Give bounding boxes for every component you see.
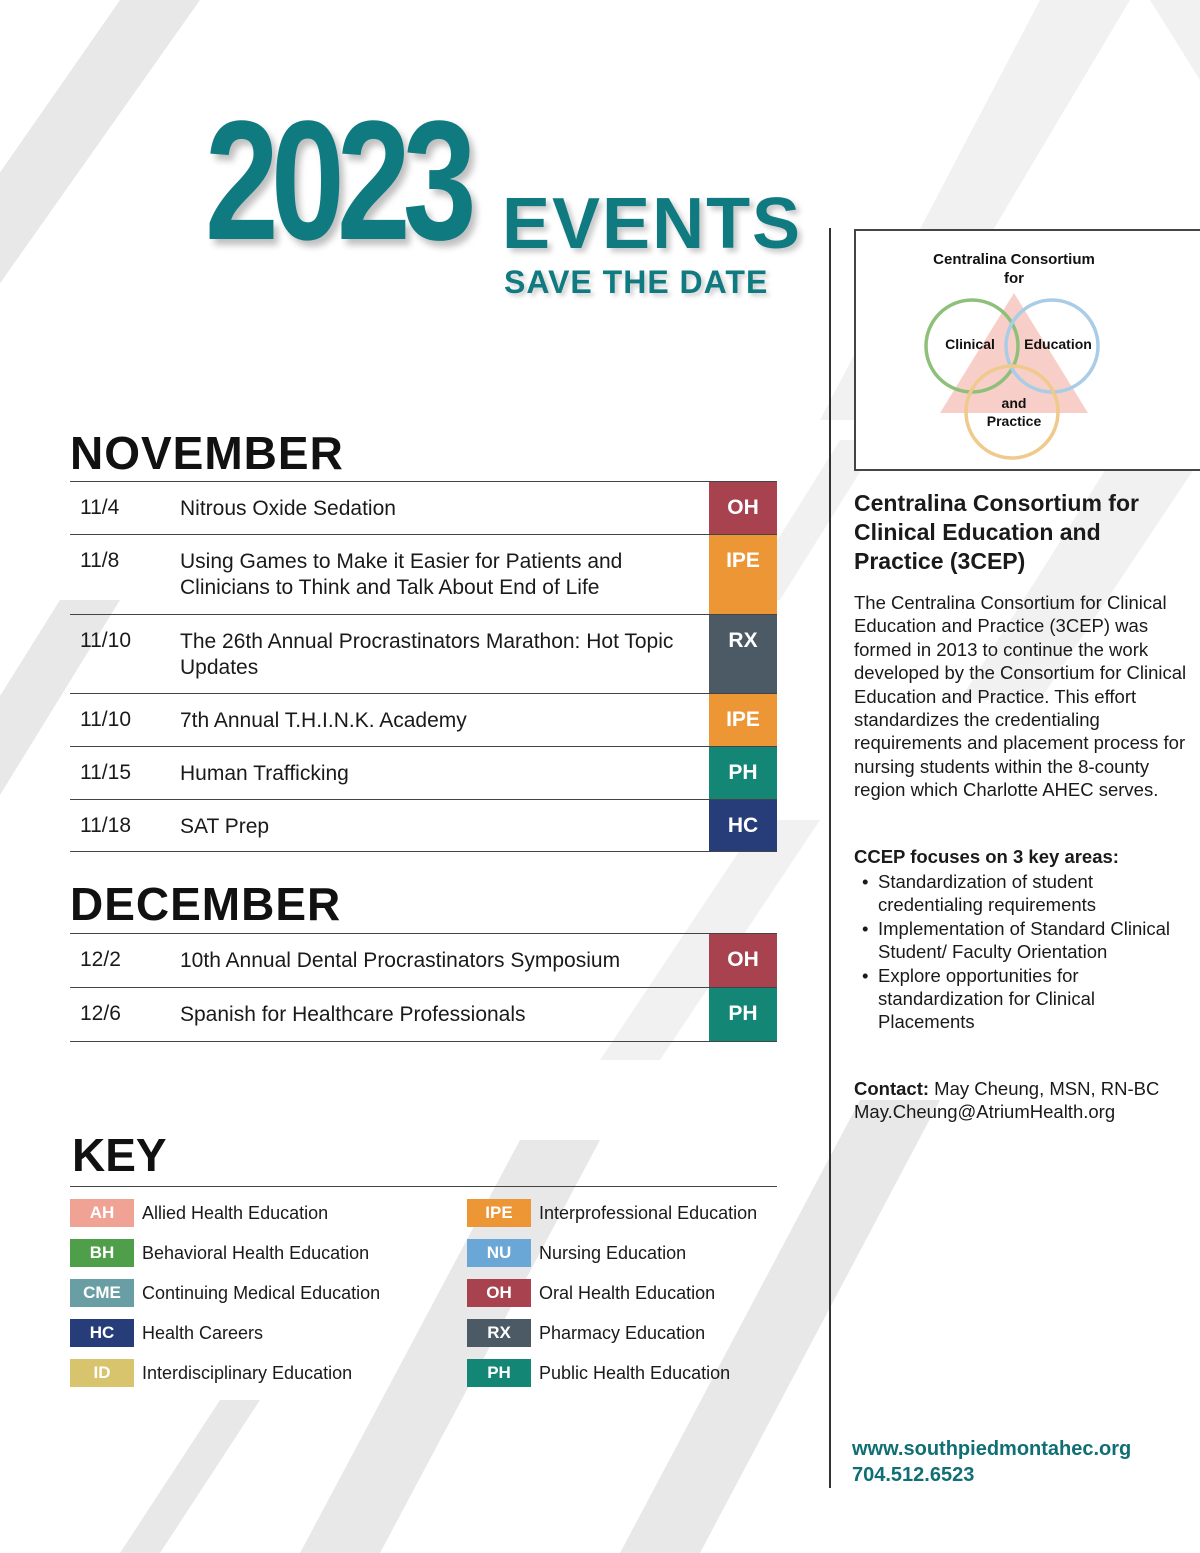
event-title: Nitrous Oxide Sedation xyxy=(180,497,396,520)
venn-diagram-logo xyxy=(856,231,1200,469)
contact-label: Contact: xyxy=(854,1078,930,1099)
logo-label-practice: Practice xyxy=(986,413,1042,429)
key-label: Nursing Education xyxy=(539,1243,687,1263)
key-badge: OH xyxy=(467,1279,531,1307)
december-events-table xyxy=(70,933,777,1042)
event-date: 11/15 xyxy=(80,761,131,784)
sidebar-paragraph: The Centralina Consortium for Clinical Education and Practice (3CEP) was formed in 2013 to continue the work developed by the Consortium for Clinical Education and Practice. This effort standardizes the credentialing requirements and placement process for nursing students within the 8-county region which Charlotte AHEC serves. xyxy=(854,592,1187,801)
header-save-the-date: SAVE THE DATE xyxy=(504,264,769,300)
key-badge: AH xyxy=(70,1199,134,1227)
key-label: Public Health Education xyxy=(539,1363,731,1383)
event-date: 11/10 xyxy=(80,708,131,731)
key-badge: PH xyxy=(467,1359,531,1387)
event-category-tag: PH xyxy=(709,747,777,799)
event-title: Spanish for Healthcare Professionals xyxy=(180,1003,526,1026)
key-badge: NU xyxy=(467,1239,531,1267)
key-label: Behavioral Health Education xyxy=(142,1243,370,1263)
focus-item: • Standardization of student credentialing requirements xyxy=(862,870,1182,917)
key-label: Oral Health Education xyxy=(539,1283,716,1303)
key-label: Continuing Medical Education xyxy=(142,1283,381,1303)
event-title: 10th Annual Dental Procrastinators Symposium xyxy=(180,949,621,972)
event-row xyxy=(70,988,777,1042)
event-title: SAT Prep xyxy=(180,815,270,838)
key-label: Health Careers xyxy=(142,1323,264,1343)
november-title: NOVEMBER xyxy=(70,427,344,479)
event-row xyxy=(70,535,777,615)
event-category-tag: OH xyxy=(709,934,777,987)
logo-label-education: Education xyxy=(1024,336,1092,352)
header-events: EVENTS xyxy=(502,184,803,264)
event-category-tag: OH xyxy=(709,482,777,534)
key-label: Interdisciplinary Education xyxy=(142,1363,353,1383)
december-title: DECEMBER xyxy=(70,878,342,930)
event-date: 11/4 xyxy=(80,496,120,519)
logo-title-line1: Centralina Consortium xyxy=(933,251,1095,268)
key-badge: ID xyxy=(70,1359,134,1387)
sidebar-title: Centralina Consortium for Clinical Education and Practice (3CEP) xyxy=(854,490,1139,574)
3cep-logo xyxy=(854,229,1200,471)
contact-block xyxy=(854,1077,1189,1124)
contact-email[interactable]: May.Cheung@AtriumHealth.org xyxy=(854,1101,1116,1123)
event-category-tag: RX xyxy=(709,615,777,693)
event-date: 11/18 xyxy=(80,814,131,837)
event-category-tag: PH xyxy=(709,988,777,1041)
contact-name: May Cheung, MSN, RN-BC xyxy=(929,1078,1160,1099)
event-row xyxy=(70,482,777,535)
key-label: Pharmacy Education xyxy=(539,1323,706,1343)
event-date: 12/2 xyxy=(80,948,121,971)
event-date: 11/10 xyxy=(80,629,131,652)
key-label: Allied Health Education xyxy=(142,1203,329,1223)
november-events-table xyxy=(70,481,777,852)
key-badge: HC xyxy=(70,1319,134,1347)
key-divider xyxy=(70,1186,777,1187)
focus-title: CCEP focuses on 3 key areas: xyxy=(854,846,1119,867)
event-row xyxy=(70,934,777,988)
event-date: 12/6 xyxy=(80,1002,121,1025)
focus-item: • Implementation of Standard Clinical Student/ Faculty Orientation xyxy=(862,917,1182,964)
event-title: Human Trafficking xyxy=(180,762,349,785)
event-title: Using Games to Make it Easier for Patients and Clinicians to Think and Talk About End of Life xyxy=(180,550,623,599)
phone-number[interactable]: 704.512.6523 xyxy=(852,1464,975,1486)
logo-title-line2: for xyxy=(1004,270,1024,287)
event-category-tag: IPE xyxy=(709,535,777,614)
logo-label-and: and xyxy=(1001,395,1027,411)
column-divider xyxy=(829,228,831,1488)
event-row xyxy=(70,800,777,852)
focus-list xyxy=(862,870,1182,1034)
event-row xyxy=(70,694,777,747)
header-year: 2023 xyxy=(205,86,469,276)
key-badge: IPE xyxy=(467,1199,531,1227)
key-title: KEY xyxy=(72,1129,167,1181)
event-category-tag: HC xyxy=(709,800,777,851)
event-date: 11/8 xyxy=(80,549,120,572)
key-label: Interprofessional Education xyxy=(539,1203,758,1223)
key-badge: BH xyxy=(70,1239,134,1267)
key-badge: RX xyxy=(467,1319,531,1347)
website-link[interactable]: www.southpiedmontahec.org xyxy=(852,1438,1132,1460)
logo-label-clinical: Clinical xyxy=(945,336,995,352)
key-badge: CME xyxy=(70,1279,134,1307)
focus-item: • Explore opportunities for standardization for Clinical Placements xyxy=(862,964,1182,1034)
event-category-tag: IPE xyxy=(709,694,777,746)
event-row xyxy=(70,747,777,800)
event-row xyxy=(70,615,777,694)
event-title: 7th Annual T.H.I.N.K. Academy xyxy=(180,709,467,732)
event-title: The 26th Annual Procrastinators Marathon: Hot Topic Updates xyxy=(180,630,674,679)
